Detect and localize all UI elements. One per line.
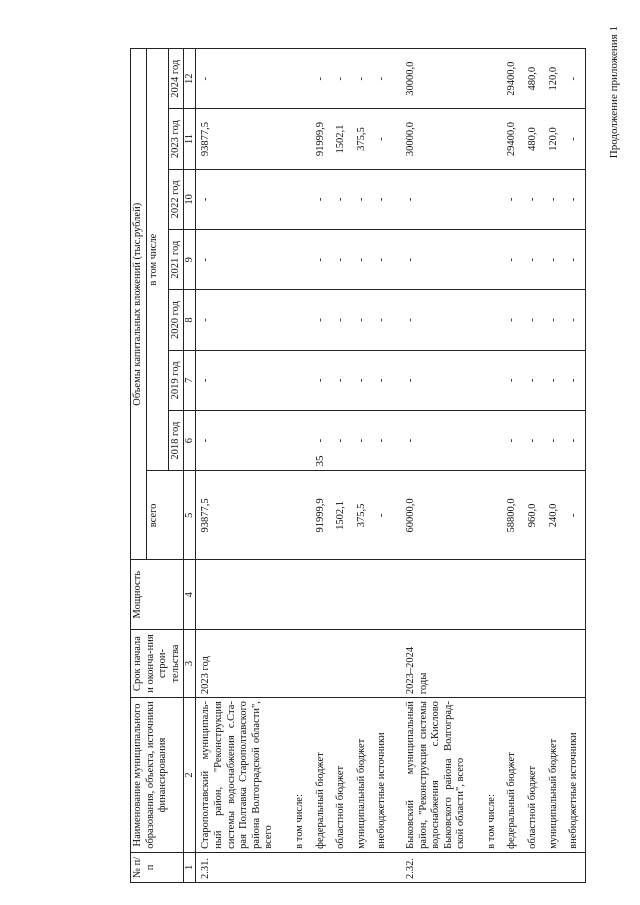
row-capacity <box>331 560 352 629</box>
row-total: - <box>564 471 585 560</box>
header-name: Наименование муниципального образования, объекта, источники финансирования <box>131 698 184 853</box>
table-row <box>280 49 311 883</box>
row-2022 <box>472 169 503 229</box>
col-number: 6 <box>184 411 196 471</box>
row-2020: - <box>311 290 332 350</box>
row-number <box>331 852 352 882</box>
row-capacity <box>393 560 472 629</box>
col-number: 4 <box>184 560 196 629</box>
row-name: муниципальный бюджет <box>544 698 565 853</box>
row-2024: - <box>331 49 352 109</box>
col-number: 11 <box>184 109 196 169</box>
row-2020 <box>280 290 311 350</box>
row-number <box>544 852 565 882</box>
row-2019 <box>472 350 503 410</box>
row-2018: - <box>352 411 373 471</box>
table-row <box>393 49 472 883</box>
row-2022: - <box>564 169 585 229</box>
page-number: 35 <box>314 455 326 467</box>
header-year: 2022 год <box>168 169 184 229</box>
row-2024: - <box>372 49 393 109</box>
row-number <box>311 852 332 882</box>
row-2023: 120,0 <box>544 109 565 169</box>
row-2023: 1502,1 <box>331 109 352 169</box>
row-capacity <box>352 560 373 629</box>
table-row <box>544 49 565 883</box>
row-2023: 91999,9 <box>311 109 332 169</box>
row-number: 2.32. <box>393 852 472 882</box>
row-term <box>311 629 332 697</box>
row-2024 <box>280 49 311 109</box>
row-number <box>564 852 585 882</box>
row-number: 2.31. <box>196 852 280 882</box>
header-num: № п/п <box>131 852 184 882</box>
header-year: 2019 год <box>168 350 184 410</box>
row-2023: - <box>564 109 585 169</box>
header-capacity: Мощность <box>131 560 184 629</box>
row-2021: - <box>544 230 565 290</box>
row-2019: - <box>331 350 352 410</box>
row-2018: - <box>196 411 280 471</box>
row-2018: - <box>331 411 352 471</box>
col-number: 5 <box>184 471 196 560</box>
header-term: Срок начала и оконча-ния строи-тельства <box>131 629 184 697</box>
col-number: 3 <box>184 629 196 697</box>
table-row <box>331 49 352 883</box>
row-capacity <box>564 560 585 629</box>
row-capacity <box>372 560 393 629</box>
row-capacity <box>544 560 565 629</box>
col-number: 9 <box>184 230 196 290</box>
row-capacity <box>472 560 503 629</box>
row-2022 <box>280 169 311 229</box>
table-row <box>564 49 585 883</box>
row-2022: - <box>544 169 565 229</box>
row-term <box>564 629 585 697</box>
table-body <box>196 49 585 883</box>
row-number <box>523 852 544 882</box>
row-term <box>331 629 352 697</box>
row-2019: - <box>372 350 393 410</box>
row-name: внебюджетные источники <box>564 698 585 853</box>
row-2023: 480,0 <box>523 109 544 169</box>
row-2023 <box>280 109 311 169</box>
row-2020: - <box>502 290 523 350</box>
row-2018: - <box>502 411 523 471</box>
header-year: 2018 год <box>168 411 184 471</box>
row-2018: - <box>564 411 585 471</box>
row-2020 <box>472 290 503 350</box>
row-name: областной бюджет <box>523 698 544 853</box>
row-term: 2023 год <box>196 629 280 697</box>
row-capacity <box>311 560 332 629</box>
row-2023: 375,5 <box>352 109 373 169</box>
row-capacity <box>196 560 280 629</box>
row-total: 240,0 <box>544 471 565 560</box>
row-term <box>544 629 565 697</box>
row-2021: - <box>564 230 585 290</box>
row-2019 <box>280 350 311 410</box>
row-2022: - <box>502 169 523 229</box>
table-row <box>523 49 544 883</box>
row-2024: - <box>352 49 373 109</box>
col-number: 2 <box>184 698 196 853</box>
row-2020: - <box>523 290 544 350</box>
row-2018: - <box>523 411 544 471</box>
row-2020: - <box>331 290 352 350</box>
row-2022: - <box>372 169 393 229</box>
row-total <box>472 471 503 560</box>
table-row <box>311 49 332 883</box>
row-term <box>280 629 311 697</box>
row-2019: - <box>502 350 523 410</box>
row-2021: - <box>372 230 393 290</box>
table-row <box>372 49 393 883</box>
row-2019: - <box>196 350 280 410</box>
row-2022: - <box>523 169 544 229</box>
row-number <box>280 852 311 882</box>
row-term <box>502 629 523 697</box>
col-number: 10 <box>184 169 196 229</box>
row-total: 91999,9 <box>311 471 332 560</box>
row-2022: - <box>393 169 472 229</box>
row-total: 960,0 <box>523 471 544 560</box>
row-2023: - <box>372 109 393 169</box>
row-name: в том числе: <box>280 698 311 853</box>
row-2019: - <box>352 350 373 410</box>
continuation-note: Продолжение приложения 1 <box>608 26 620 159</box>
row-2019: - <box>523 350 544 410</box>
table-row <box>196 49 280 883</box>
row-2022: - <box>311 169 332 229</box>
row-total: 93877,5 <box>196 471 280 560</box>
row-2021: - <box>196 230 280 290</box>
row-name: муниципальный бюджет <box>352 698 373 853</box>
row-2022: - <box>331 169 352 229</box>
row-term: 2023–2024 годы <box>393 629 472 697</box>
header-year: 2024 год <box>168 49 184 109</box>
rotated-document <box>130 48 600 883</box>
row-2018 <box>280 411 311 471</box>
header-incl: в том числе <box>146 49 168 471</box>
row-2023 <box>472 109 503 169</box>
row-2019: - <box>544 350 565 410</box>
col-number: 12 <box>184 49 196 109</box>
row-name: внебюджетные источники <box>372 698 393 853</box>
row-number <box>352 852 373 882</box>
row-2020: - <box>196 290 280 350</box>
row-total: 60000,0 <box>393 471 472 560</box>
row-number <box>472 852 503 882</box>
col-number: 1 <box>184 852 196 882</box>
header-total: всего <box>146 471 184 560</box>
row-2024: 120,0 <box>544 49 565 109</box>
row-2021: - <box>393 230 472 290</box>
row-2018: - <box>544 411 565 471</box>
row-total: 375,5 <box>352 471 373 560</box>
row-2024: 29400,0 <box>502 49 523 109</box>
row-total: 58800,0 <box>502 471 523 560</box>
row-2018: - <box>311 411 332 471</box>
row-total: 1502,1 <box>331 471 352 560</box>
row-capacity <box>502 560 523 629</box>
row-2022: - <box>196 169 280 229</box>
row-number <box>502 852 523 882</box>
row-2024: - <box>564 49 585 109</box>
row-2024: - <box>311 49 332 109</box>
row-total: - <box>372 471 393 560</box>
header-year: 2021 год <box>168 230 184 290</box>
row-term <box>472 629 503 697</box>
row-2020: - <box>352 290 373 350</box>
header-volume: Объемы капитальных вложений (тыс.рублей) <box>131 49 147 560</box>
row-2019: - <box>393 350 472 410</box>
row-2020: - <box>393 290 472 350</box>
row-2024: 480,0 <box>523 49 544 109</box>
row-capacity <box>523 560 544 629</box>
row-2024 <box>472 49 503 109</box>
row-2019: - <box>564 350 585 410</box>
row-2021 <box>472 230 503 290</box>
row-name: в том числе: <box>472 698 503 853</box>
col-number: 8 <box>184 290 196 350</box>
row-name: Старополтавский муниципаль-ный район, "Реконструкция системы водоснабжения с.Ста-рая Полтавка Старополтавского района Волгоградской области", всего <box>196 698 280 853</box>
row-2022: - <box>352 169 373 229</box>
row-capacity <box>280 560 311 629</box>
row-name: Быковский муниципальный район, "Реконструкция системы водоснабжения с.Кислово Быковского района Волгоград-ской области", всего <box>393 698 472 853</box>
col-number: 7 <box>184 350 196 410</box>
row-2019: - <box>311 350 332 410</box>
row-2021: - <box>331 230 352 290</box>
row-term <box>372 629 393 697</box>
row-2020: - <box>564 290 585 350</box>
row-2020: - <box>544 290 565 350</box>
row-2018: - <box>372 411 393 471</box>
row-2021: - <box>502 230 523 290</box>
row-2024: 30000,0 <box>393 49 472 109</box>
table-row <box>502 49 523 883</box>
row-2023: 29400,0 <box>502 109 523 169</box>
capital-investment-table <box>130 48 586 883</box>
row-total <box>280 471 311 560</box>
row-2023: 30000,0 <box>393 109 472 169</box>
row-2021: - <box>311 230 332 290</box>
row-name: федеральный бюджет <box>502 698 523 853</box>
row-2021: - <box>523 230 544 290</box>
row-name: областной бюджет <box>331 698 352 853</box>
row-name: федеральный бюджет <box>311 698 332 853</box>
row-term <box>523 629 544 697</box>
row-term <box>352 629 373 697</box>
table-row <box>472 49 503 883</box>
row-2023: 93877,5 <box>196 109 280 169</box>
row-2021 <box>280 230 311 290</box>
row-2018 <box>472 411 503 471</box>
row-2020: - <box>372 290 393 350</box>
row-2024: - <box>196 49 280 109</box>
table-row <box>352 49 373 883</box>
row-2021: - <box>352 230 373 290</box>
header-year: 2023 год <box>168 109 184 169</box>
header-year: 2020 год <box>168 290 184 350</box>
row-number <box>372 852 393 882</box>
row-2018: - <box>393 411 472 471</box>
